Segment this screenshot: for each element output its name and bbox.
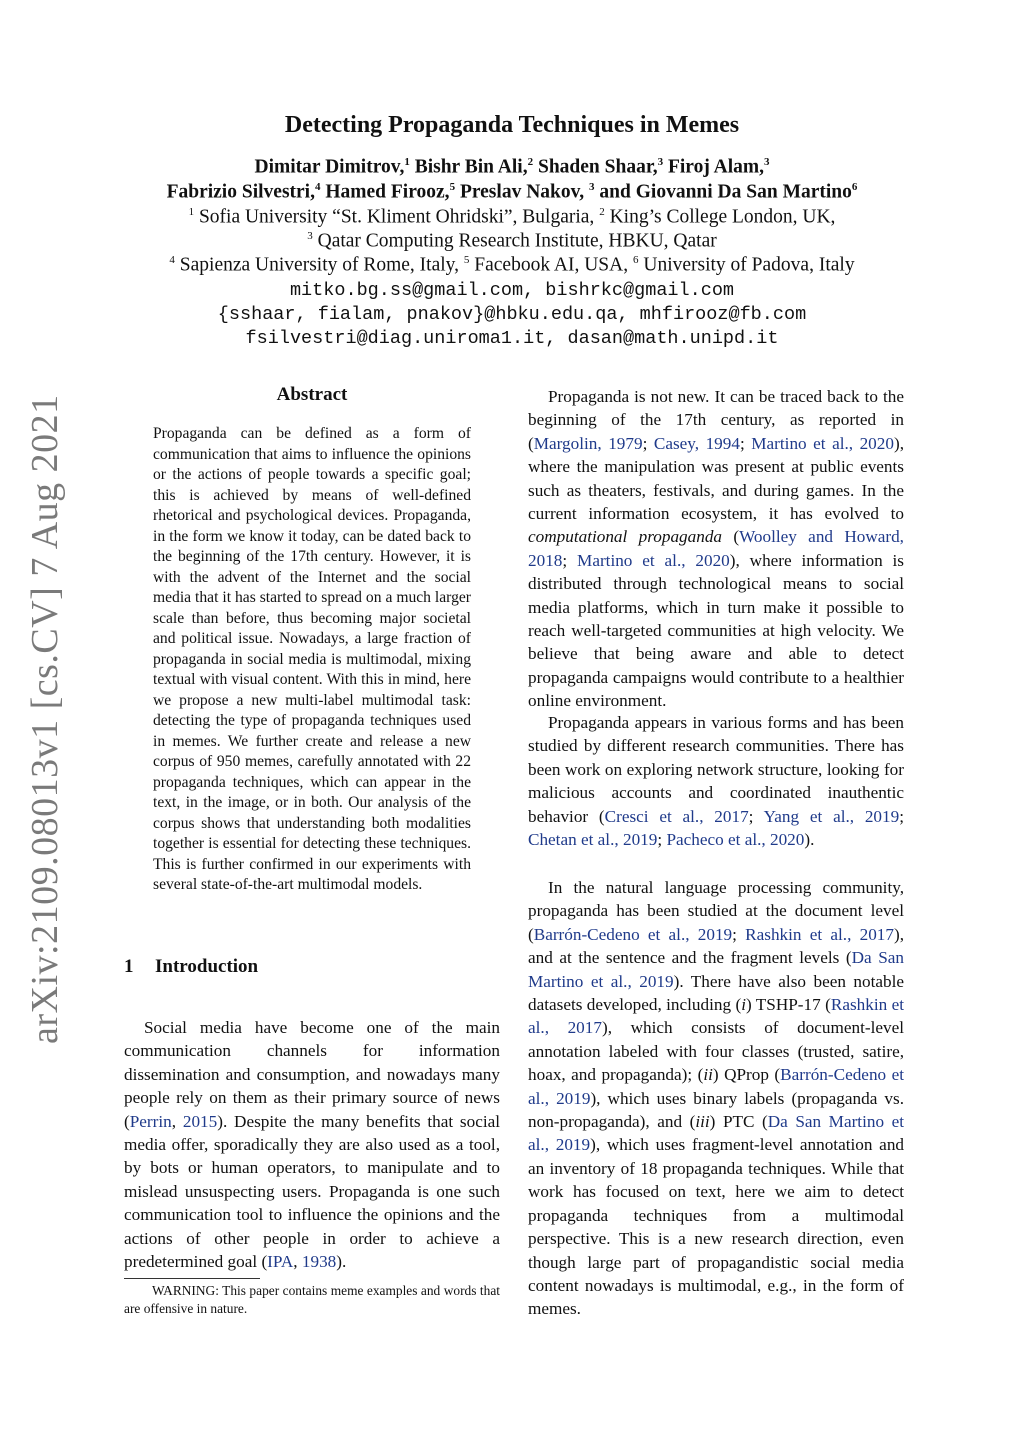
author-affil-sup: 2 [527, 156, 534, 168]
citation-link[interactable]: Barrón-Cedeno et al., 2019 [528, 1065, 904, 1108]
citation-link[interactable]: Margolin, 1979 [533, 433, 643, 453]
arxiv-identifier: arXiv:2109.08013v1 [cs.CV] 7 Aug 2021 [24, 394, 66, 1044]
text-run: ( [722, 527, 740, 547]
author-affil-sup: 4 [314, 181, 321, 193]
affil-sup: 1 [188, 206, 195, 218]
affiliation: University of Padova, Italy [643, 254, 855, 276]
abstract-body: Propaganda can be defined as a form of communication that aims to influence the opinions or the actions of people towards a specific goal; this is achieved by means of well-defined rhetorical and psychological devices. Propaganda, in the form we know it today, can be dated back to the beginning of the 17th century. However, it is with the advent of the Internet and the social media that it has started to spread on a much larger scale than before, thus becoming major societal and political issue. Nowadays, a large fraction of propaganda in social media is multimodal, mixing textual with visual content. With this in mind, here we propose a new multi-label multimodal task: detecting the type of propaganda techniques used in memes. We further create and release a new corpus of 950 memes, carefully annotated with 22 propaganda techniques, which can appear in the text, in the image, or in both. Our analysis of the corpus shows that understanding both modalities together is essential for detecting these techniques. This is further confirmed in our experiments with several state-of-the-art multimodal models. [153, 425, 471, 893]
author-affil-sup: 5 [449, 181, 456, 193]
text-run: ), which uses fragment-level annotation and an inventory of 18 propaganda techniques. While that work has focused on text, here we aim to detect propaganda techniques from a multimodal perspective. This is a new research direction, even though large part of propagandistic social media content nowadays is multimodal, e.g., in the form of memes. [528, 1135, 905, 1319]
author-name: Shaden Shaar, [537, 156, 658, 178]
email-line-2: {sshaar, fialam, pnakov}@hbku.edu.qa, mhfirooz@fb.com [217, 304, 807, 325]
author-line-1 [0, 156, 1024, 179]
affil-sup: 6 [632, 254, 639, 266]
citation-link[interactable]: 1938 [301, 1252, 337, 1272]
text-run: ; [899, 806, 904, 826]
text-run: ), where the manipulation was present at public events such as theaters, festivals, and during games. In the current information ecosystem, it has evolved to [528, 433, 904, 524]
author-affil-sup: 6 [851, 181, 858, 193]
footnote-divider [124, 1278, 260, 1279]
citation-link[interactable]: IPA [267, 1252, 294, 1272]
affiliation-line-2 [0, 230, 1024, 253]
text-run: , [171, 1111, 183, 1131]
citation-link[interactable]: Casey, 1994 [653, 433, 740, 453]
author-affil-sup: 1 [404, 156, 410, 168]
intro-paragraph-4 [528, 876, 904, 1321]
author-name: Firoj Alam, [667, 156, 764, 178]
author-name: and Giovanni Da San Martino [599, 181, 852, 203]
text-run: Propaganda is not new. It can be traced back to the beginning of the 17th century, as reported in ( [528, 387, 904, 453]
text-run: ; [732, 924, 746, 944]
author-name: Fabrizio Silvestri, [166, 181, 315, 203]
text-run: ; [642, 433, 654, 453]
text-run: ). [804, 830, 815, 850]
citation-link[interactable]: Rashkin et al., 2017 [528, 995, 905, 1038]
text-run: ) PTC ( [709, 1112, 768, 1132]
paper-title: Detecting Propaganda Techniques in Memes [284, 112, 740, 138]
text-run: ; [657, 830, 667, 850]
citation-link[interactable]: Martino et al., 2020 [751, 433, 894, 453]
author-affil-sup: 3 [764, 156, 770, 168]
text-run: Propaganda appears in various forms and has been studied by different research communities. There has been work on exploring network structure, looking for malicious accounts and coordinated inauthentic behavior ( [528, 713, 904, 826]
email-line-1: mitko.bg.ss@gmail.com, bishrkc@gmail.com [289, 280, 735, 301]
citation-link[interactable]: 2015 [182, 1111, 218, 1131]
citation-link[interactable]: Martino et al., 2020 [577, 550, 730, 570]
author-affil-sup: 3 [589, 181, 595, 193]
section-heading-introduction [124, 956, 258, 978]
text-run: In the natural language processing community, propaganda has been studied at the document level ( [528, 878, 904, 944]
enumeration-marker: ii [703, 1065, 713, 1085]
citation-link[interactable]: Barrón-Cedeno et al., 2019 [533, 924, 733, 944]
citation-link[interactable]: Chetan et al., 2019 [528, 830, 658, 850]
citation-link[interactable]: Rashkin et al., 2017 [745, 924, 894, 944]
citation-link[interactable]: Yang et al., 2019 [763, 806, 900, 826]
section-title: Introduction [155, 956, 259, 977]
author-line-2 [0, 181, 1024, 204]
text-run: ), which consists of document-level annotation labeled with four classes (trusted, satire, hoax, and propaganda); ( [528, 1018, 904, 1085]
citation-link[interactable]: Pacheco et al., 2020 [666, 830, 805, 850]
intro-paragraph-1 [124, 1016, 500, 1273]
affiliation: Sofia University “St. Kliment Ohridski”, Bulgaria, [198, 206, 595, 228]
affiliation-line-1 [0, 206, 1024, 229]
affil-sup: 2 [599, 206, 605, 218]
affil-sup: 3 [307, 230, 313, 242]
text-run: ), which uses binary labels (propaganda vs. non-propaganda), and ( [528, 1088, 904, 1132]
section-number: 1 [124, 956, 134, 977]
footnote-warning: WARNING: This paper contains meme examples and words that are offensive in nature. [124, 1283, 500, 1316]
text-run: ; [739, 433, 752, 453]
citation-link[interactable]: Da San Martino et al., 2019 [528, 1112, 904, 1155]
intro-paragraph-2 [528, 385, 904, 713]
text-run: ; [748, 806, 764, 826]
author-name: Dimitar Dimitrov, [254, 156, 405, 178]
affil-sup: 4 [169, 254, 175, 266]
author-name: Preslav Nakov, [459, 181, 585, 203]
affiliation: Qatar Computing Research Institute, HBKU, Qatar [317, 230, 717, 252]
text-run: ; [562, 550, 578, 570]
citation-link[interactable]: Da San Martino et al., 2019 [528, 948, 904, 991]
affiliation: Sapienza University of Rome, Italy, [179, 254, 460, 276]
citation-link[interactable]: Perrin [129, 1111, 172, 1131]
affiliation: King’s College London, UK, [609, 206, 836, 228]
text-run: Social media have become one of the main communication channels for information dissemination and consumption, and nowadays many people rely on them as their primary source of news ( [124, 1018, 500, 1131]
author-affil-sup: 3 [657, 156, 664, 168]
text-run: ) TSHP-17 ( [745, 995, 831, 1015]
affiliation-line-3 [0, 254, 1024, 277]
author-name: Hamed Firooz, [325, 181, 450, 203]
author-name: Bishr Bin Ali, [414, 156, 528, 178]
text-run: ) QProp ( [712, 1065, 781, 1085]
abstract-heading: Abstract [276, 384, 348, 405]
affiliation: Facebook AI, USA, [474, 254, 629, 276]
text-run: ). Despite the many benefits that social media offer, sporadically they are also used as a tool, by bots or human operators, to manipulate and to mislead unsuspecting users. Propaganda is one such communication tool to influence the opinions and the actions of other people in order to achieve a predetermined goal ( [124, 1111, 501, 1272]
text-run: ). [336, 1252, 347, 1272]
email-line-3: fsilvestri@diag.uniroma1.it, dasan@math.unipd.it [245, 328, 779, 349]
enumeration-marker: i [741, 995, 746, 1015]
text-run: ), where information is distributed through technological means to social media platforms, which in turn make it possible to reach well-targeted communities at high velocity. We believe that being aware and able to detect propaganda campaigns would contribute to a healthier online environment. [528, 550, 904, 711]
citation-link[interactable]: Woolley and Howard, 2018 [528, 527, 904, 570]
intro-paragraph-3 [528, 711, 904, 851]
text-run: , [293, 1252, 302, 1272]
emphasis: computational propaganda [528, 527, 723, 547]
citation-link[interactable]: Cresci et al., 2017 [604, 806, 749, 826]
text-run: ). There have also been notable datasets developed, including ( [528, 971, 904, 1015]
affil-sup: 5 [463, 254, 470, 266]
text-run: ), and at the sentence and the fragment levels ( [528, 924, 905, 968]
enumeration-marker: iii [695, 1112, 710, 1132]
